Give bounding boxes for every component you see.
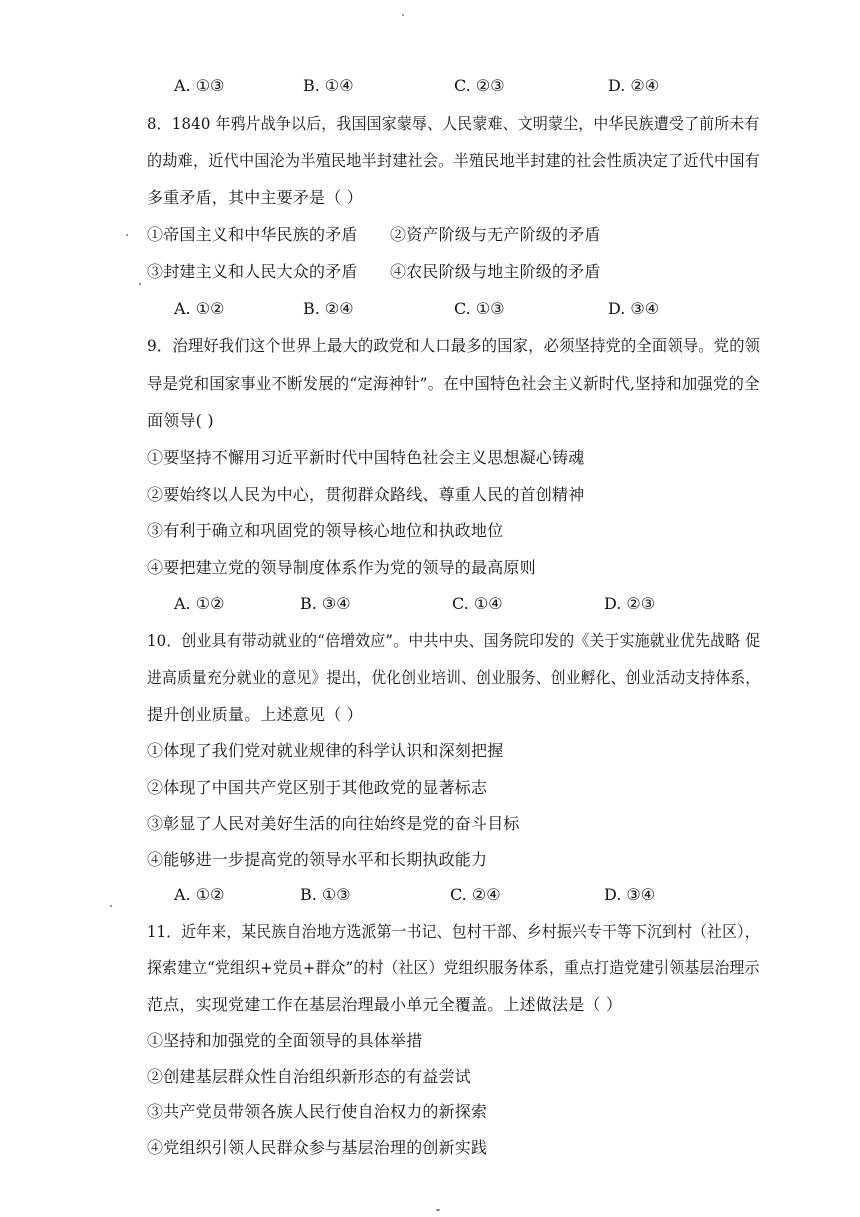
q10-statement-3: ③彰显了人民对美好生活的向往始终是党的奋斗目标	[147, 814, 520, 833]
q10-option-d: D. ③④	[604, 885, 656, 904]
q10-statement-1: ①体现了我们党对就业规律的科学认识和深刻把握	[147, 741, 504, 760]
q8-statement-1: ①帝国主义和中华民族的矛盾	[147, 225, 358, 244]
q8-stem-line-3: 多重矛盾，其中主要矛是（ ）	[147, 188, 363, 207]
q11-stem-line-3: 范点，实现党建工作在基层治理最小单元全覆盖。上述做法是（ ）	[147, 995, 623, 1014]
q11-statement-3: ③共产党员带领各族人民行使自治权力的新探索	[147, 1102, 488, 1121]
q9-stem-line-2: 导是党和国家事业不断发展的“定海神针”。在中国特色社会主义新时代,坚持和加强党的全	[147, 374, 760, 393]
q8-stem-line-2: 的劫难，近代中国沦为半殖民地半封建社会。半殖民地半封建的社会性质决定了近代中国有	[147, 151, 761, 170]
q11-statement-4: ④党组织引领人民群众参与基层治理的创新实践	[147, 1138, 488, 1157]
q8-option-d: D. ③④	[608, 299, 660, 318]
q9-stem-line-1: 9．治理好我们这个世界上最大的政党和人口最多的国家，必须坚持党的全面领导。党的领	[147, 336, 761, 355]
q8-statement-3: ③封建主义和人民大众的矛盾	[147, 262, 358, 281]
q9-options	[0, 594, 860, 614]
q10-stem-line-3: 提升创业质量。上述意见（ ）	[147, 705, 363, 724]
q8-stem-line-1: 8．1840 年鸦片战争以后，我国国家蒙辱、人民蒙难、文明蒙尘，中华民族遭受了前所未有	[147, 114, 760, 133]
q10-options	[0, 885, 860, 905]
q10-option-c: C. ②④	[450, 885, 501, 904]
q8-option-c: C. ①③	[454, 299, 505, 318]
q8-statement-4: ④农民阶级与地主阶级的矛盾	[390, 262, 601, 281]
scan-speck	[126, 234, 128, 236]
q11-statement-2: ②创建基层群众性自治组织新形态的有益尝试	[147, 1067, 472, 1086]
q9-statement-3: ③有利于确立和巩固党的领导核心地位和执政地位	[147, 521, 504, 540]
q8-option-a: A. ①②	[174, 299, 225, 318]
q8-option-b: B. ②④	[303, 299, 354, 318]
q9-statement-1: ①要坚持不懈用习近平新时代中国特色社会主义思想凝心铸魂	[147, 448, 585, 467]
q9-statement-4: ④要把建立党的领导制度体系作为党的领导的最高原则	[147, 558, 536, 577]
q11-stem-line-2: 探索建立“党组织+党员+群众”的村（社区）党组织服务体系，重点打造党建引领基层治理示	[147, 958, 760, 977]
q9-option-b: B. ③④	[300, 594, 351, 613]
q9-statement-2: ②要始终以人民为中心，贯彻群众路线、尊重人民的首创精神	[147, 485, 585, 504]
q9-option-c: C. ①④	[452, 594, 503, 613]
q10-stem-line-1: 10．创业具有带动就业的“倍增效应”。中共中央、国务院印发的《关于实施就业优先战略 促	[147, 631, 761, 650]
q10-statement-2: ②体现了中国共产党区别于其他政党的显著标志	[147, 778, 488, 797]
q7-option-d: D. ②④	[608, 76, 660, 95]
q9-option-d: D. ②③	[604, 594, 656, 613]
q7-option-c: C. ②③	[454, 76, 505, 95]
q10-statement-4: ④能够进一步提高党的领导水平和长期执政能力	[147, 850, 488, 869]
q9-stem-line-3: 面领导( )	[147, 411, 214, 430]
q11-stem-line-1: 11．近年来，某民族自治地方选派第一书记、包村干部、乡村振兴专干等下沉到村（社区），	[147, 922, 760, 941]
q7-option-a: A. ①③	[174, 76, 225, 95]
q8-options	[0, 299, 860, 319]
q8-statement-2: ②资产阶级与无产阶级的矛盾	[390, 225, 601, 244]
q7-option-b: B. ①④	[303, 76, 354, 95]
q9-option-a: A. ①②	[174, 594, 225, 613]
scan-speck	[402, 14, 404, 16]
q7-options	[0, 76, 860, 96]
q10-option-a: A. ①②	[174, 885, 225, 904]
q10-stem-line-2: 进高质量充分就业的意见》提出，优化创业培训、创业服务、创业孵化、创业活动支持体系，	[147, 668, 761, 687]
q11-statement-1: ①坚持和加强党的全面领导的具体举措	[147, 1031, 423, 1050]
q10-option-b: B. ①③	[300, 885, 351, 904]
scan-speck	[139, 283, 141, 285]
scan-speck	[110, 905, 112, 907]
scan-speck	[436, 1209, 440, 1211]
